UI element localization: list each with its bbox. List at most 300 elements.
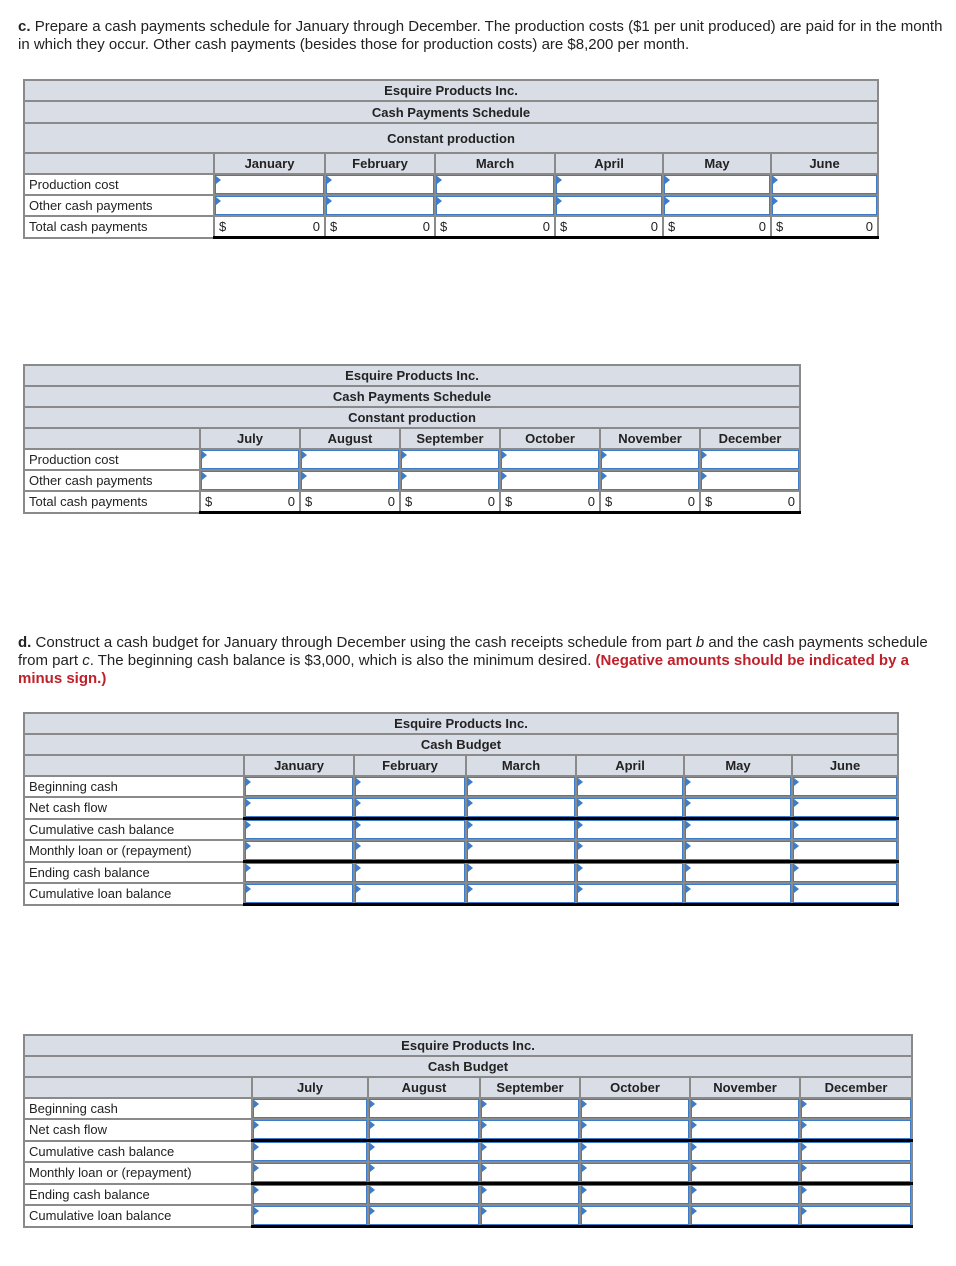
input-marker-icon: [802, 1186, 807, 1194]
input-marker-icon: [202, 451, 207, 459]
amount-input[interactable]: [581, 1206, 689, 1225]
input-cell: [580, 1119, 690, 1141]
input-cell: [368, 1205, 480, 1227]
input-marker-icon: [665, 176, 670, 184]
amount-input[interactable]: [801, 1163, 911, 1182]
row-label: Cumulative loan balance: [24, 883, 244, 905]
input-cell: [576, 776, 684, 797]
currency-symbol: $: [505, 494, 513, 509]
input-marker-icon: [356, 842, 361, 850]
input-marker-icon: [665, 197, 670, 205]
amount-input[interactable]: [326, 175, 434, 194]
input-cell: [466, 840, 576, 862]
amount-input[interactable]: [556, 175, 662, 194]
amount-input[interactable]: [793, 798, 897, 817]
amount-input[interactable]: [701, 471, 799, 490]
amount-input[interactable]: [685, 863, 791, 882]
amount-input[interactable]: [467, 798, 575, 817]
input-cell: [576, 840, 684, 862]
input-marker-icon: [437, 176, 442, 184]
input-cell: [792, 819, 898, 841]
input-cell: [690, 1184, 800, 1206]
amount-input[interactable]: [467, 884, 575, 903]
amount-input[interactable]: [245, 841, 353, 860]
part-d-text: . The beginning cash balance is $3,000, which is also the minimum desired.: [89, 652, 596, 669]
input-marker-icon: [370, 1143, 375, 1151]
input-cell: [466, 819, 576, 841]
amount-input[interactable]: [467, 820, 575, 839]
month-header: September: [400, 428, 500, 449]
input-cell: [792, 862, 898, 884]
amount-input[interactable]: [355, 863, 465, 882]
input-marker-icon: [370, 1186, 375, 1194]
amount-input[interactable]: [601, 450, 699, 469]
input-cell: [244, 797, 354, 819]
input-cell: [300, 470, 400, 491]
input-marker-icon: [773, 197, 778, 205]
input-cell: [244, 840, 354, 862]
input-marker-icon: [356, 778, 361, 786]
row-label: Beginning cash: [24, 776, 244, 797]
amount-input[interactable]: [577, 841, 683, 860]
table-row: [24, 195, 878, 216]
month-header: September: [480, 1077, 580, 1098]
input-marker-icon: [468, 864, 473, 872]
amount-input[interactable]: [772, 175, 877, 194]
currency-symbol: $: [705, 494, 713, 509]
amount-input[interactable]: [793, 884, 897, 903]
amount-input[interactable]: [577, 820, 683, 839]
input-cell: [368, 1162, 480, 1184]
input-cell: [466, 797, 576, 819]
input-marker-icon: [578, 821, 583, 829]
input-cell: [690, 1205, 800, 1227]
amount-input[interactable]: [245, 884, 353, 903]
amount-input[interactable]: [772, 196, 877, 215]
table-row: [24, 1098, 912, 1119]
input-cell: [576, 883, 684, 905]
amount-input[interactable]: [481, 1185, 579, 1204]
part-d-text: Construct a cash budget for January through December using the cash receipts schedule from part: [35, 634, 696, 651]
row-label: Net cash flow: [24, 797, 244, 819]
table-title: Esquire Products Inc.: [24, 365, 800, 386]
amount-input[interactable]: [467, 863, 575, 882]
input-cell: [500, 470, 600, 491]
input-marker-icon: [254, 1186, 259, 1194]
input-marker-icon: [468, 821, 473, 829]
input-cell: [325, 174, 435, 195]
amount-input[interactable]: [355, 884, 465, 903]
amount-input[interactable]: [793, 820, 897, 839]
input-marker-icon: [686, 885, 691, 893]
input-marker-icon: [468, 885, 473, 893]
total-cell: [700, 491, 800, 513]
input-marker-icon: [578, 885, 583, 893]
input-cell: [800, 1205, 912, 1227]
total-cell: [600, 491, 700, 513]
amount-input[interactable]: [801, 1120, 911, 1139]
amount-input[interactable]: [793, 841, 897, 860]
amount-input[interactable]: [581, 1099, 689, 1118]
input-cell: [555, 174, 663, 195]
input-cell: [368, 1119, 480, 1141]
amount-input[interactable]: [581, 1163, 689, 1182]
amount-input[interactable]: [801, 1206, 911, 1225]
total-value: 0: [542, 219, 550, 234]
amount-input[interactable]: [801, 1142, 911, 1161]
amount-input[interactable]: [301, 450, 399, 469]
input-marker-icon: [582, 1143, 587, 1151]
input-marker-icon: [692, 1100, 697, 1108]
table-row: [24, 819, 898, 841]
table-row: [24, 883, 898, 905]
amount-input[interactable]: [369, 1120, 479, 1139]
input-cell: [580, 1098, 690, 1119]
input-cell: [244, 819, 354, 841]
input-marker-icon: [370, 1100, 375, 1108]
row-label: Other cash payments: [24, 470, 200, 491]
input-marker-icon: [702, 472, 707, 480]
input-cell: [252, 1205, 368, 1227]
input-cell: [435, 195, 555, 216]
amount-input[interactable]: [481, 1206, 579, 1225]
total-cell: [771, 216, 878, 238]
table-row: [24, 797, 898, 819]
input-cell: [690, 1141, 800, 1163]
month-header: November: [690, 1077, 800, 1098]
input-cell: [700, 470, 800, 491]
input-cell: [576, 862, 684, 884]
input-marker-icon: [686, 864, 691, 872]
total-value: 0: [287, 494, 295, 509]
input-marker-icon: [773, 176, 778, 184]
currency-symbol: $: [330, 219, 338, 234]
input-cell: [480, 1162, 580, 1184]
input-marker-icon: [578, 842, 583, 850]
input-marker-icon: [356, 864, 361, 872]
table-row: [24, 470, 800, 491]
amount-input[interactable]: [253, 1206, 367, 1225]
amount-input[interactable]: [581, 1142, 689, 1161]
table-row: [24, 776, 898, 797]
input-cell: [690, 1098, 800, 1119]
amount-input[interactable]: [501, 450, 599, 469]
input-marker-icon: [254, 1121, 259, 1129]
input-cell: [580, 1141, 690, 1163]
table-row: [24, 862, 898, 884]
amount-input[interactable]: [581, 1185, 689, 1204]
amount-input[interactable]: [685, 777, 791, 796]
amount-input[interactable]: [691, 1099, 799, 1118]
amount-input[interactable]: [601, 471, 699, 490]
table-row: [24, 1119, 912, 1141]
table-row: [24, 1141, 912, 1163]
amount-input[interactable]: [793, 777, 897, 796]
input-marker-icon: [794, 864, 799, 872]
input-cell: [368, 1098, 480, 1119]
part-letter: d.: [18, 634, 32, 651]
amount-input[interactable]: [481, 1163, 579, 1182]
amount-input[interactable]: [253, 1099, 367, 1118]
input-marker-icon: [557, 176, 562, 184]
amount-input[interactable]: [326, 196, 434, 215]
month-header: February: [325, 153, 435, 174]
amount-input[interactable]: [793, 863, 897, 882]
cash-payments-schedule-jan-jun: [23, 79, 879, 239]
input-marker-icon: [702, 451, 707, 459]
table-title: Cash Payments Schedule: [24, 101, 878, 123]
amount-input[interactable]: [369, 1206, 479, 1225]
total-value: 0: [650, 219, 658, 234]
amount-input[interactable]: [245, 798, 353, 817]
header-blank: [24, 153, 214, 174]
row-label: Cumulative cash balance: [24, 819, 244, 841]
amount-input[interactable]: [691, 1206, 799, 1225]
input-marker-icon: [582, 1186, 587, 1194]
input-marker-icon: [582, 1100, 587, 1108]
amount-input[interactable]: [401, 450, 499, 469]
amount-input[interactable]: [369, 1185, 479, 1204]
total-value: 0: [487, 494, 495, 509]
input-cell: [800, 1098, 912, 1119]
input-cell: [252, 1119, 368, 1141]
input-marker-icon: [370, 1121, 375, 1129]
input-marker-icon: [246, 821, 251, 829]
amount-input[interactable]: [581, 1120, 689, 1139]
input-cell: [252, 1098, 368, 1119]
month-header: June: [792, 755, 898, 776]
amount-input[interactable]: [355, 798, 465, 817]
input-marker-icon: [254, 1164, 259, 1172]
row-label: Beginning cash: [24, 1098, 252, 1119]
part-d-text: and the cash payments schedule from part: [18, 634, 928, 669]
amount-input[interactable]: [436, 196, 554, 215]
currency-symbol: $: [440, 219, 448, 234]
month-header: July: [200, 428, 300, 449]
row-label: Cumulative cash balance: [24, 1141, 252, 1163]
input-marker-icon: [302, 472, 307, 480]
row-label: Production cost: [24, 174, 214, 195]
month-header: October: [580, 1077, 690, 1098]
input-cell: [244, 776, 354, 797]
input-cell: [466, 883, 576, 905]
amount-input[interactable]: [369, 1099, 479, 1118]
row-label: Net cash flow: [24, 1119, 252, 1141]
input-cell: [354, 862, 466, 884]
input-cell: [480, 1205, 580, 1227]
amount-input[interactable]: [355, 777, 465, 796]
input-marker-icon: [602, 451, 607, 459]
table-title: Constant production: [24, 407, 800, 428]
currency-symbol: $: [405, 494, 413, 509]
input-cell: [214, 195, 325, 216]
amount-input[interactable]: [467, 777, 575, 796]
input-cell: [771, 195, 878, 216]
amount-input[interactable]: [501, 471, 599, 490]
amount-input[interactable]: [355, 841, 465, 860]
input-marker-icon: [578, 778, 583, 786]
table-row: [24, 1162, 912, 1184]
currency-symbol: $: [219, 219, 227, 234]
input-marker-icon: [557, 197, 562, 205]
input-marker-icon: [246, 842, 251, 850]
currency-symbol: $: [205, 494, 213, 509]
input-cell: [580, 1184, 690, 1206]
amount-input[interactable]: [801, 1099, 911, 1118]
input-marker-icon: [216, 197, 221, 205]
month-header: July: [252, 1077, 368, 1098]
input-cell: [480, 1119, 580, 1141]
input-marker-icon: [802, 1207, 807, 1215]
input-marker-icon: [356, 799, 361, 807]
input-marker-icon: [686, 799, 691, 807]
amount-input[interactable]: [685, 820, 791, 839]
input-cell: [368, 1141, 480, 1163]
header-blank: [24, 1077, 252, 1098]
total-cell: [663, 216, 771, 238]
input-marker-icon: [246, 885, 251, 893]
input-cell: [580, 1205, 690, 1227]
amount-input[interactable]: [691, 1163, 799, 1182]
amount-input[interactable]: [215, 196, 324, 215]
row-label: Monthly loan or (repayment): [24, 1162, 252, 1184]
amount-input[interactable]: [685, 884, 791, 903]
input-cell: [466, 862, 576, 884]
amount-input[interactable]: [253, 1163, 367, 1182]
amount-input[interactable]: [481, 1142, 579, 1161]
month-header: February: [354, 755, 466, 776]
input-cell: [663, 195, 771, 216]
amount-input[interactable]: [355, 820, 465, 839]
input-cell: [700, 449, 800, 470]
amount-input[interactable]: [481, 1120, 579, 1139]
currency-symbol: $: [560, 219, 568, 234]
input-marker-icon: [794, 842, 799, 850]
input-marker-icon: [794, 799, 799, 807]
input-marker-icon: [246, 864, 251, 872]
month-header: November: [600, 428, 700, 449]
month-header: January: [214, 153, 325, 174]
total-cell: [555, 216, 663, 238]
input-marker-icon: [802, 1100, 807, 1108]
row-label: Other cash payments: [24, 195, 214, 216]
amount-input[interactable]: [664, 175, 770, 194]
input-marker-icon: [582, 1121, 587, 1129]
amount-input[interactable]: [201, 471, 299, 490]
total-cell: [214, 216, 325, 238]
input-cell: [663, 174, 771, 195]
input-cell: [792, 840, 898, 862]
header-blank: [24, 755, 244, 776]
amount-input[interactable]: [369, 1142, 479, 1161]
table-title: Cash Budget: [24, 734, 898, 755]
amount-input[interactable]: [401, 471, 499, 490]
input-marker-icon: [686, 778, 691, 786]
input-cell: [690, 1162, 800, 1184]
input-marker-icon: [254, 1207, 259, 1215]
currency-symbol: $: [605, 494, 613, 509]
input-marker-icon: [502, 451, 507, 459]
input-cell: [200, 470, 300, 491]
currency-symbol: $: [668, 219, 676, 234]
amount-input[interactable]: [577, 863, 683, 882]
input-marker-icon: [582, 1164, 587, 1172]
input-marker-icon: [482, 1121, 487, 1129]
input-marker-icon: [794, 821, 799, 829]
amount-input[interactable]: [701, 450, 799, 469]
amount-input[interactable]: [215, 175, 324, 194]
input-cell: [800, 1141, 912, 1163]
input-cell: [354, 797, 466, 819]
amount-input[interactable]: [556, 196, 662, 215]
table-row: [24, 491, 800, 513]
amount-input[interactable]: [691, 1142, 799, 1161]
amount-input[interactable]: [253, 1142, 367, 1161]
amount-input[interactable]: [301, 471, 399, 490]
total-cell: [435, 216, 555, 238]
table-title: Cash Budget: [24, 1056, 912, 1077]
amount-input[interactable]: [685, 841, 791, 860]
input-marker-icon: [692, 1207, 697, 1215]
input-marker-icon: [327, 197, 332, 205]
amount-input[interactable]: [664, 196, 770, 215]
input-cell: [480, 1184, 580, 1206]
input-cell: [354, 883, 466, 905]
amount-input[interactable]: [685, 798, 791, 817]
amount-input[interactable]: [691, 1120, 799, 1139]
month-header: May: [663, 153, 771, 174]
amount-input[interactable]: [245, 777, 353, 796]
month-header: January: [244, 755, 354, 776]
amount-input[interactable]: [481, 1099, 579, 1118]
input-marker-icon: [692, 1186, 697, 1194]
table-row: [24, 840, 898, 862]
table-title: Constant production: [24, 123, 878, 153]
amount-input[interactable]: [245, 820, 353, 839]
input-cell: [690, 1119, 800, 1141]
amount-input[interactable]: [467, 841, 575, 860]
amount-input[interactable]: [577, 884, 683, 903]
amount-input[interactable]: [577, 798, 683, 817]
amount-input[interactable]: [577, 777, 683, 796]
input-marker-icon: [502, 472, 507, 480]
input-cell: [792, 883, 898, 905]
month-header: May: [684, 755, 792, 776]
amount-input[interactable]: [436, 175, 554, 194]
amount-input[interactable]: [691, 1185, 799, 1204]
amount-input[interactable]: [253, 1120, 367, 1139]
month-header: August: [368, 1077, 480, 1098]
input-marker-icon: [482, 1186, 487, 1194]
input-marker-icon: [692, 1143, 697, 1151]
amount-input[interactable]: [201, 450, 299, 469]
total-value: 0: [312, 219, 320, 234]
input-cell: [480, 1098, 580, 1119]
input-cell: [252, 1162, 368, 1184]
input-cell: [771, 174, 878, 195]
input-cell: [684, 797, 792, 819]
amount-input[interactable]: [369, 1163, 479, 1182]
total-cell: [400, 491, 500, 513]
input-marker-icon: [302, 451, 307, 459]
amount-input[interactable]: [801, 1185, 911, 1204]
input-cell: [792, 776, 898, 797]
input-cell: [244, 862, 354, 884]
amount-input[interactable]: [253, 1185, 367, 1204]
row-label: Total cash payments: [24, 491, 200, 513]
amount-input[interactable]: [245, 863, 353, 882]
input-marker-icon: [254, 1143, 259, 1151]
